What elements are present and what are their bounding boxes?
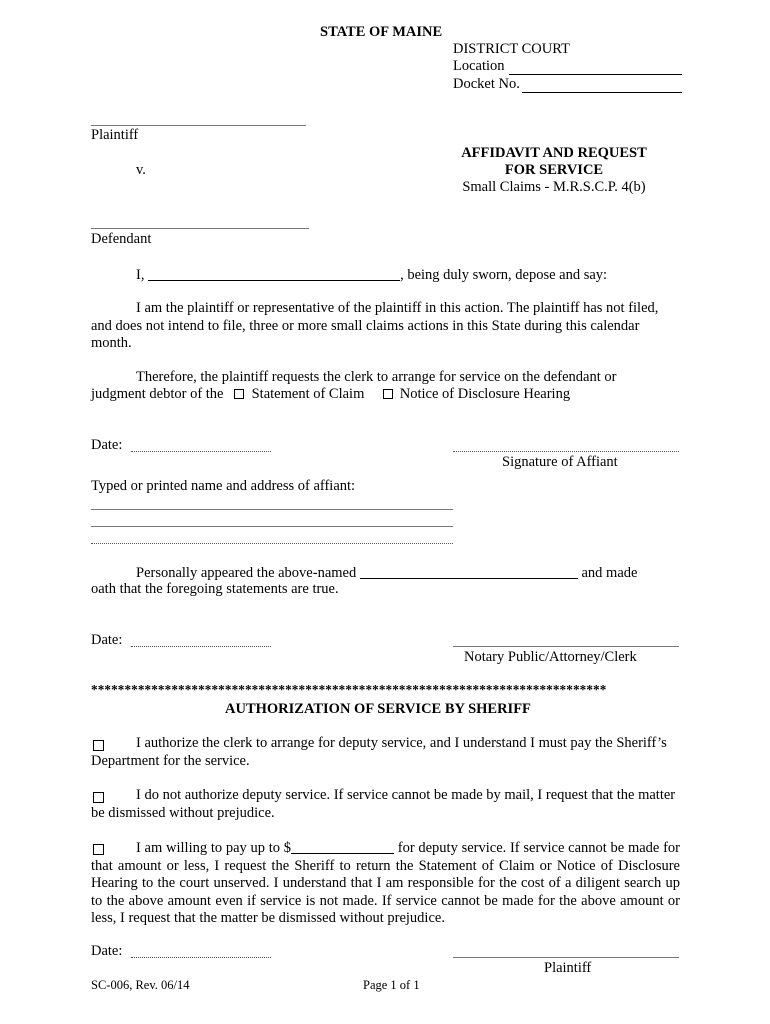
statement-of-claim-checkbox[interactable]	[234, 389, 244, 399]
notary-label: Notary Public/Attorney/Clerk	[464, 649, 637, 665]
date3-field[interactable]	[131, 957, 271, 958]
date-label: Date:	[91, 437, 123, 453]
notary-signature-field[interactable]	[453, 646, 679, 647]
name-address-line-3[interactable]	[91, 543, 453, 544]
intro-suffix: , being duly sworn, depose and say:	[400, 267, 608, 283]
appeared-line-1	[136, 564, 637, 582]
state-heading: STATE OF MAINE	[320, 24, 443, 40]
document-title-line2: FOR SERVICE	[504, 162, 604, 178]
statement-of-claim-label: Statement of Claim	[251, 386, 365, 402]
plaintiff-label: Plaintiff	[91, 127, 139, 143]
date3-label: Date:	[91, 943, 123, 959]
name-address-label: Typed or printed name and address of affiant:	[91, 478, 356, 494]
page-number: Page 1 of 1	[363, 978, 420, 992]
request-prefix: judgment debtor of the	[91, 386, 224, 402]
court-name: DISTRICT COURT	[453, 41, 570, 57]
document-title: AFFIDAVIT AND REQUEST	[461, 145, 647, 161]
intro-prefix: I,	[136, 267, 145, 283]
location-field[interactable]	[509, 74, 682, 75]
document-subtitle: Small Claims - M.R.S.C.P. 4(b)	[462, 179, 646, 195]
authorize-deputy-text: I authorize the clerk to arrange for deputy service, and I understand I must pay the Sheriff’s Department for the service.	[91, 735, 667, 769]
disclosure-hearing-checkbox[interactable]	[383, 389, 393, 399]
versus-label: v.	[136, 162, 146, 178]
docket-field[interactable]	[522, 92, 682, 93]
date2-field[interactable]	[131, 646, 271, 647]
appeared-line-2: oath that the foregoing statements are true.	[91, 581, 339, 597]
form-id: SC-006, Rev. 06/14	[91, 978, 190, 992]
date2-label: Date:	[91, 632, 123, 648]
no-deputy-text: I do not authorize deputy service. If service cannot be made by mail, I request that the matter be dismissed without prejudice.	[91, 787, 676, 821]
name-address-line-2[interactable]	[91, 526, 453, 527]
affiant-name-field[interactable]	[148, 266, 400, 281]
authorization-heading: AUTHORIZATION OF SERVICE BY SHERIFF	[225, 701, 531, 717]
appeared-suffix: and made	[581, 565, 638, 581]
pay-limit-rest: for deputy service. If service cannot be made for that amount or less, I request the Sheriff to return the Statement of Claim or Notice of Disclosure Hearing to the court unserved. I understand that I am responsible for the cost of a diligent search up to the above amount even if service is not made. If service cannot be made for the above amount or less, I request that the matter be dismissed without prejudice.	[91, 840, 680, 926]
affiant-signature-field[interactable]	[453, 451, 679, 452]
appeared-name-field[interactable]	[360, 564, 578, 579]
plaintiff-signature-field[interactable]	[453, 957, 679, 958]
section-separator: *****************************************************************************	[91, 682, 607, 697]
docket-label: Docket No.	[453, 76, 520, 92]
pay-limit-amount-field[interactable]	[291, 839, 394, 854]
pay-limit-prefix: I am willing to pay up to $	[136, 840, 291, 856]
affidavit-paragraph-1: I am the plaintiff or representative of the plaintiff in this action. The plaintiff has not filed, and does not intend to file, three or more small claims actions in this State during this calendar month.	[91, 300, 659, 351]
affiant-intro	[136, 266, 607, 284]
request-line-1: Therefore, the plaintiff requests the clerk to arrange for service on the defendant or	[136, 369, 617, 385]
appeared-prefix: Personally appeared the above-named	[136, 565, 357, 581]
plaintiff-signature-label: Plaintiff	[544, 960, 592, 976]
disclosure-hearing-label: Notice of Disclosure Hearing	[399, 386, 571, 402]
date-field[interactable]	[131, 451, 271, 452]
defendant-name-field[interactable]	[91, 228, 309, 229]
name-address-line-1[interactable]	[91, 509, 453, 510]
defendant-label: Defendant	[91, 231, 152, 247]
signature-label: Signature of Affiant	[502, 454, 618, 470]
request-line-2	[91, 386, 570, 403]
plaintiff-name-field[interactable]	[91, 125, 306, 126]
pay-limit-text	[91, 839, 680, 928]
location-label: Location	[453, 58, 505, 74]
